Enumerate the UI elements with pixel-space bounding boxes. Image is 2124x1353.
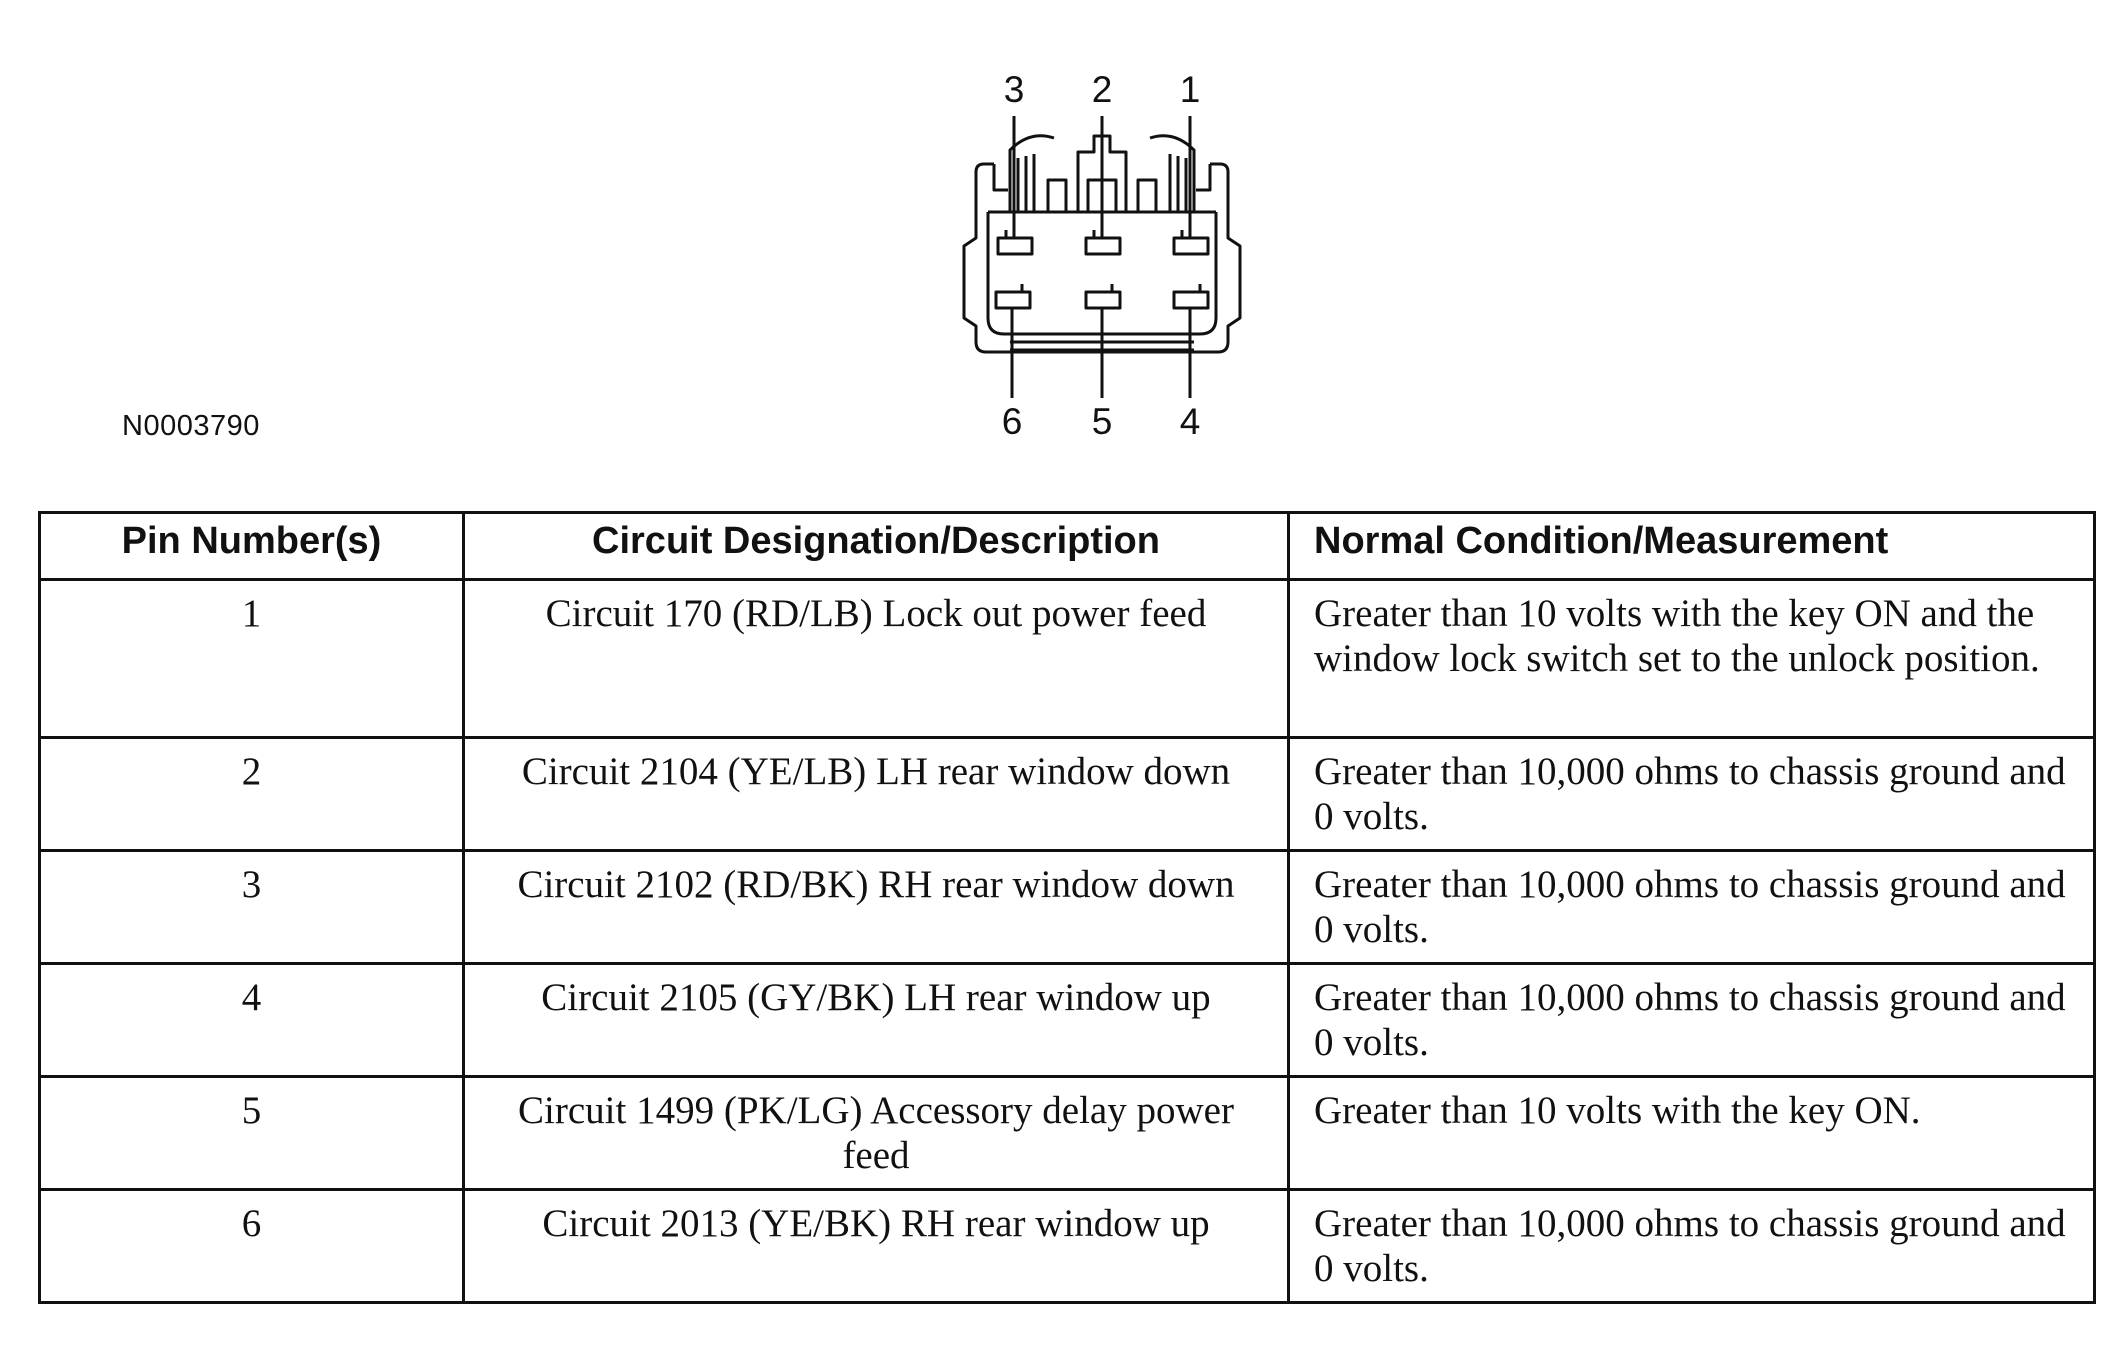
table-row — [40, 1077, 2095, 1190]
circuit-cell: Circuit 2104 (YE/LB) LH rear window down — [464, 738, 1289, 851]
pin-cell: 1 — [40, 580, 464, 738]
figure-id: N0003790 — [122, 410, 260, 442]
circuit-cell: Circuit 2013 (YE/BK) RH rear window up — [464, 1190, 1289, 1303]
pin-cell: 3 — [40, 851, 464, 964]
pin-label-1: 1 — [1179, 69, 1201, 110]
circuit-cell: Circuit 1499 (PK/LG) Accessory delay power feed — [464, 1077, 1289, 1190]
connector-diagram — [930, 60, 1290, 450]
table-row — [40, 1190, 2095, 1303]
pin-cell: 5 — [40, 1077, 464, 1190]
pin-label-5: 5 — [1091, 401, 1113, 442]
header-circuit: Circuit Designation/Description — [464, 513, 1289, 580]
pin-cell: 6 — [40, 1190, 464, 1303]
pin-label-4: 4 — [1179, 401, 1201, 442]
table-row — [40, 738, 2095, 851]
pin-label-6: 6 — [1001, 401, 1023, 442]
table-header-row — [40, 513, 2095, 580]
measurement-cell: Greater than 10,000 ohms to chassis ground and 0 volts. — [1289, 738, 2095, 851]
header-pin-number: Pin Number(s) — [40, 513, 464, 580]
pin-cell: 2 — [40, 738, 464, 851]
measurement-cell: Greater than 10,000 ohms to chassis ground and 0 volts. — [1289, 964, 2095, 1077]
table-row — [40, 580, 2095, 738]
circuit-cell: Circuit 170 (RD/LB) Lock out power feed — [464, 580, 1289, 738]
header-measurement: Normal Condition/Measurement — [1289, 513, 2095, 580]
measurement-cell: Greater than 10,000 ohms to chassis ground and 0 volts. — [1289, 1190, 2095, 1303]
measurement-cell: Greater than 10 volts with the key ON and the window lock switch set to the unlock position. — [1289, 580, 2095, 738]
connector-body — [964, 116, 1240, 398]
table-row — [40, 964, 2095, 1077]
circuit-cell: Circuit 2105 (GY/BK) LH rear window up — [464, 964, 1289, 1077]
pin-cell: 4 — [40, 964, 464, 1077]
pinout-table — [38, 511, 2096, 1304]
table-row — [40, 851, 2095, 964]
measurement-cell: Greater than 10 volts with the key ON. — [1289, 1077, 2095, 1190]
measurement-cell: Greater than 10,000 ohms to chassis ground and 0 volts. — [1289, 851, 2095, 964]
pin-label-3: 3 — [1003, 69, 1025, 110]
circuit-cell: Circuit 2102 (RD/BK) RH rear window down — [464, 851, 1289, 964]
pin-label-2: 2 — [1091, 69, 1113, 110]
